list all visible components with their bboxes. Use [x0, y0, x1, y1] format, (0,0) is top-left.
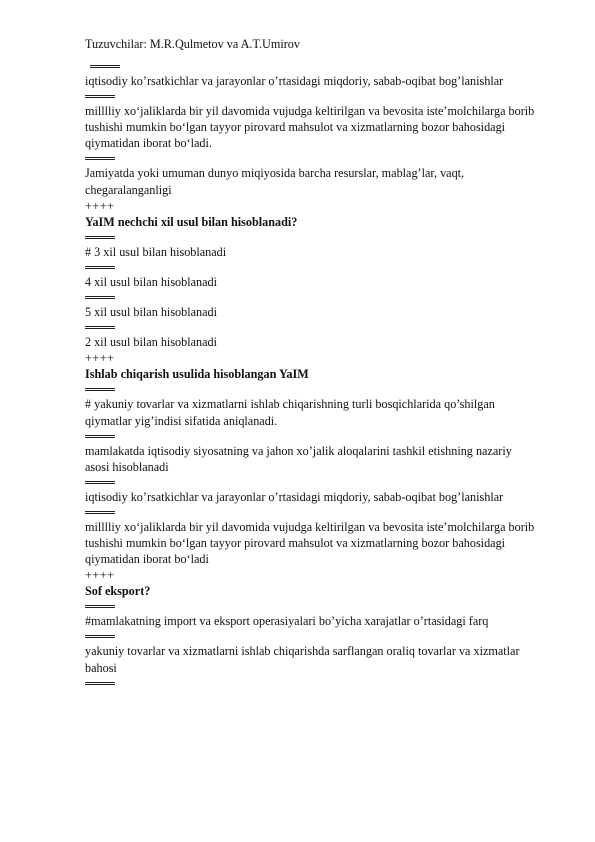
- separator-line: [85, 157, 115, 160]
- question-delimiter: ++++: [85, 568, 115, 583]
- separator-line: [85, 388, 115, 391]
- answer-option: # yakuniy tovarlar va xizmatlarni ishlab chiqarishning turli bosqichlarida qo’shilgan qiymatlar yig’indisi sifatida aniqlanadi.: [85, 397, 495, 428]
- answer-option: # 3 xil usul bilan hisoblanadi: [85, 244, 227, 259]
- separator-line: [85, 296, 115, 299]
- separator-line: [85, 635, 115, 638]
- separator-line: [85, 435, 115, 438]
- document-page: [85, 36, 535, 690]
- answer-option: milllliy xo‘jaliklarda bir yil davomida vujudga keltirilgan va bevosita iste’molchilarga borib tushishi mumkin bo‘lgan tayyor pirovard mahsulot va xizmatlarning bozor bahosidagi qiymatidan iborat bo‘ladi: [85, 519, 535, 567]
- answer-option: Jamiyatda yoki umuman dunyo miqiyosida barcha resurslar, mablag’lar, vaqt, chegaralanganligi: [85, 166, 465, 197]
- question-text: Ishlab chiqarish usulida hisoblangan YaIM: [85, 367, 309, 382]
- separator-line: [85, 266, 115, 269]
- separator-line: [85, 605, 115, 608]
- answer-option: iqtisodiy ko’rsatkichlar va jarayonlar o’rtasidagi miqdoriy, sabab-oqibat bog’lanishlar: [85, 489, 504, 504]
- answer-option: mamlakatda iqtisodiy siyosatning va jahon xo’jalik aloqalarini tashkil etishning nazariy asosi hisoblanadi: [85, 443, 512, 474]
- answer-option: 2 xil usul bilan hisoblanadi: [85, 335, 218, 350]
- document-header: Tuzuvchilar: M.R.Qulmetov va A.T.Umirov: [85, 37, 300, 51]
- question-delimiter: ++++: [85, 351, 115, 366]
- answer-option: yakuniy tovarlar va xizmatlarni ishlab chiqarishda sarflangan oraliq tovarlar va xizmatlar bahosi: [85, 644, 520, 675]
- separator-line: [85, 511, 115, 514]
- separator-line: [85, 326, 115, 329]
- test-content: [85, 65, 535, 685]
- answer-option: #mamlakatning import va eksport operasiyalari bo’yicha xarajatlar o’rtasidagi farq: [85, 614, 489, 629]
- answer-option: milllliy xo‘jaliklarda bir yil davomida vujudga keltirilgan va bevosita iste’molchilarga borib tushishi mumkin bo‘lgan tayyor pirovard mahsulot va xizmatlarning bozor bahosidagi qiymatidan iborat bo‘ladi.: [85, 104, 535, 151]
- question-delimiter: ++++: [85, 198, 115, 213]
- separator-line: [85, 95, 115, 98]
- answer-option: 4 xil usul bilan hisoblanadi: [85, 274, 218, 289]
- answer-option: 5 xil usul bilan hisoblanadi: [85, 305, 218, 320]
- question-text: YaIM nechchi xil usul bilan hisoblanadi?: [85, 214, 298, 229]
- answer-option: iqtisodiy ko’rsatkichlar va jarayonlar o’rtasidagi miqdoriy, sabab-oqibat bog’lanishlar: [85, 74, 504, 89]
- separator-line: [90, 65, 120, 68]
- separator-line: [85, 682, 115, 685]
- question-text: Sof eksport?: [85, 584, 151, 599]
- separator-line: [85, 236, 115, 239]
- separator-line: [85, 481, 115, 484]
